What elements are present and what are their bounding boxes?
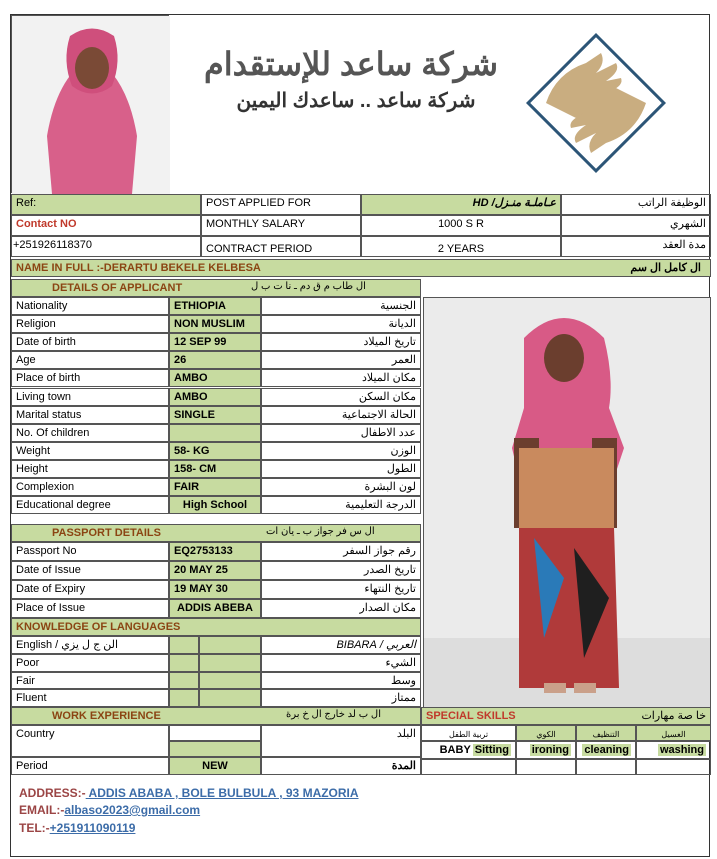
applicant-row-label: Nationality [11,297,169,315]
email-link[interactable]: albaso2023@gmail.com [64,803,201,817]
applicant-row-value: 58- KG [169,442,261,460]
passport-row-label: Date of Issue [11,561,169,580]
applicant-row-value: 12 SEP 99 [169,333,261,351]
applicant-row-value: FAIR [169,478,261,496]
skill-item [421,741,516,759]
address-line [19,786,359,800]
skill-label: cleaning [584,744,629,756]
languages-title: KNOWLEDGE OF LANGUAGES [11,618,421,636]
work-country-value[interactable] [169,725,261,741]
applicant-row-ar: مكان الميلاد [261,369,421,387]
work-title: WORK EXPERIENCE [11,707,421,725]
email-label: EMAIL:- [19,803,65,817]
skills-title-ar: خا صة مهارات [641,710,706,722]
applicant-row-ar: الجنسية [261,297,421,315]
salary-label: MONTHLY SALARY [201,215,361,236]
passport-row-value: 20 MAY 25 [169,561,261,580]
contact-label: Contact NO [11,215,201,236]
lang-row-check2 [199,689,261,707]
skill-ar-label: الغسيل [636,725,711,741]
skill-empty [576,759,636,775]
post-label: POST APPLIED FOR [201,194,361,215]
tel-line [19,821,135,835]
applicant-row-value: NON MUSLIM [169,315,261,333]
applicant-row-label: Marital status [11,406,169,424]
period-label: CONTRACT PERIOD [201,236,361,257]
applicant-title-ar: ال طاب م ق دم ـ نا ت ب ل [251,281,366,292]
work-country-ar: البلد [261,725,421,757]
applicant-row-value: AMBO [169,388,261,406]
applicant-title: DETAILS OF APPLICANT [11,279,421,297]
applicant-full-photo [423,297,711,708]
applicant-row-ar: الحالة الاجتماعية [261,406,421,424]
tel-link[interactable]: +251911090119 [49,821,136,835]
applicant-row-ar: لون البشرة [261,478,421,496]
applicant-row-value: High School [169,496,261,514]
applicant-row-label: Date of birth [11,333,169,351]
applicant-row-value: AMBO [169,369,261,387]
work-title-ar: ال ب لد خارج ال خ برة [286,709,381,720]
applicant-row-value: ETHIOPIA [169,297,261,315]
skill-ar-label: تربية الطفل [421,725,516,741]
email-line [19,803,200,817]
tel-label: TEL:- [19,821,50,835]
company-name: شركة ساعد للإستقدام [203,46,499,82]
lang-english-cell1[interactable] [169,636,199,654]
lang-row-ar: ممتاز [261,689,421,707]
lang-row-check2 [199,654,261,672]
skill-ar-label: الكوي [516,725,576,741]
applicant-row-label: Age [11,351,169,369]
period-ar: مدة العقد [561,236,711,257]
work-country-label: Country [11,725,169,757]
applicant-row-ar: مكان السكن [261,388,421,406]
post-ar: الوظيفة الراتب [561,194,711,215]
passport-row-label: Place of Issue [11,599,169,618]
skill-label: washing [659,744,704,756]
lang-row-label: Poor [11,654,169,672]
address-value: ADDIS ABABA , BOLE BULBULA , 93 MAZORIA [85,786,359,800]
applicant-row-label: Weight [11,442,169,460]
lang-row-check1 [169,689,199,707]
work-period-ar: المدة [261,757,421,775]
full-name-ar: ال كامل ال سم [630,262,701,274]
lang-english-label: English / الن ج ل يزي [11,636,169,654]
company-slogan: شركة ساعد .. ساعدك اليمين [236,90,476,112]
applicant-row-value: 26 [169,351,261,369]
applicant-row-ar: تاريخ الميلاد [261,333,421,351]
passport-row-label: Date of Expiry [11,580,169,599]
applicant-row-ar: الوزن [261,442,421,460]
applicant-row-value: SINGLE [169,406,261,424]
full-name: NAME IN FULL :-DERARTU BEKELE KELBESA [11,259,711,277]
contact-value: +251926118370 [11,236,201,257]
lang-row-ar: الشيء [261,654,421,672]
skill-item [636,741,711,759]
passport-row-value: 19 MAY 30 [169,580,261,599]
applicant-row-ar: عدد الاطفال [261,424,421,442]
passport-row-label: Passport No [11,542,169,561]
passport-title-ar: ال س فر جواز ب ـ يان ات [266,526,375,537]
lang-arabic-label: العربي / BIBARA [261,636,421,654]
applicant-row-label: Place of birth [11,369,169,387]
lang-english-cell2[interactable] [199,636,261,654]
applicant-row-label: Height [11,460,169,478]
work-country-value2[interactable] [169,741,261,757]
lang-row-check1 [169,654,199,672]
passport-row-ar: رقم جواز السفر [261,542,421,561]
skill-empty [636,759,711,775]
passport-title: PASSPORT DETAILS [11,524,421,542]
lang-row-label: Fair [11,672,169,690]
applicant-row-ar: الطول [261,460,421,478]
applicant-row-ar: الدرجة التعليمية [261,496,421,514]
skill-ar-label: التنظيف [576,725,636,741]
salary-value: 1000 S R [361,215,561,236]
company-logo [526,33,666,173]
passport-row-value: EQ2753133 [169,542,261,561]
skill-empty [516,759,576,775]
passport-row-value: ADDIS ABEBA [169,599,261,618]
applicant-row-value: 158- CM [169,460,261,478]
skill-label: Sitting [474,744,509,756]
applicant-row-label: Complexion [11,478,169,496]
work-period-value: NEW [169,757,261,775]
skill-prefix: BABY [439,744,471,756]
applicant-headshot [11,15,169,193]
applicant-row-ar: الديانة [261,315,421,333]
lang-row-ar: وسط [261,672,421,690]
lang-row-check1 [169,672,199,690]
salary-ar: الشهري [561,215,711,236]
applicant-row-label: No. Of children [11,424,169,442]
passport-row-ar: مكان الصدار [261,599,421,618]
skill-empty [421,759,516,775]
skill-label: ironing [531,744,569,756]
applicant-row-label: Educational degree [11,496,169,514]
applicant-row-label: Living town [11,388,169,406]
period-value: 2 YEARS [361,236,561,257]
passport-row-ar: تاريخ الصدر [261,561,421,580]
skills-title: SPECIAL SKILLS [421,707,711,725]
post-value: عـاملـة منـزل/ HD [361,194,561,215]
lang-row-label: Fluent [11,689,169,707]
address-label: ADDRESS:- [19,786,86,800]
applicant-row-value [169,424,261,442]
work-period-label: Period [11,757,169,775]
cv-sheet [10,14,710,857]
skill-item [576,741,636,759]
applicant-row-label: Religion [11,315,169,333]
passport-row-ar: تاريخ النتهاء [261,580,421,599]
ref-label: Ref: [11,194,201,215]
applicant-row-ar: العمر [261,351,421,369]
lang-row-check2 [199,672,261,690]
skill-item [516,741,576,759]
